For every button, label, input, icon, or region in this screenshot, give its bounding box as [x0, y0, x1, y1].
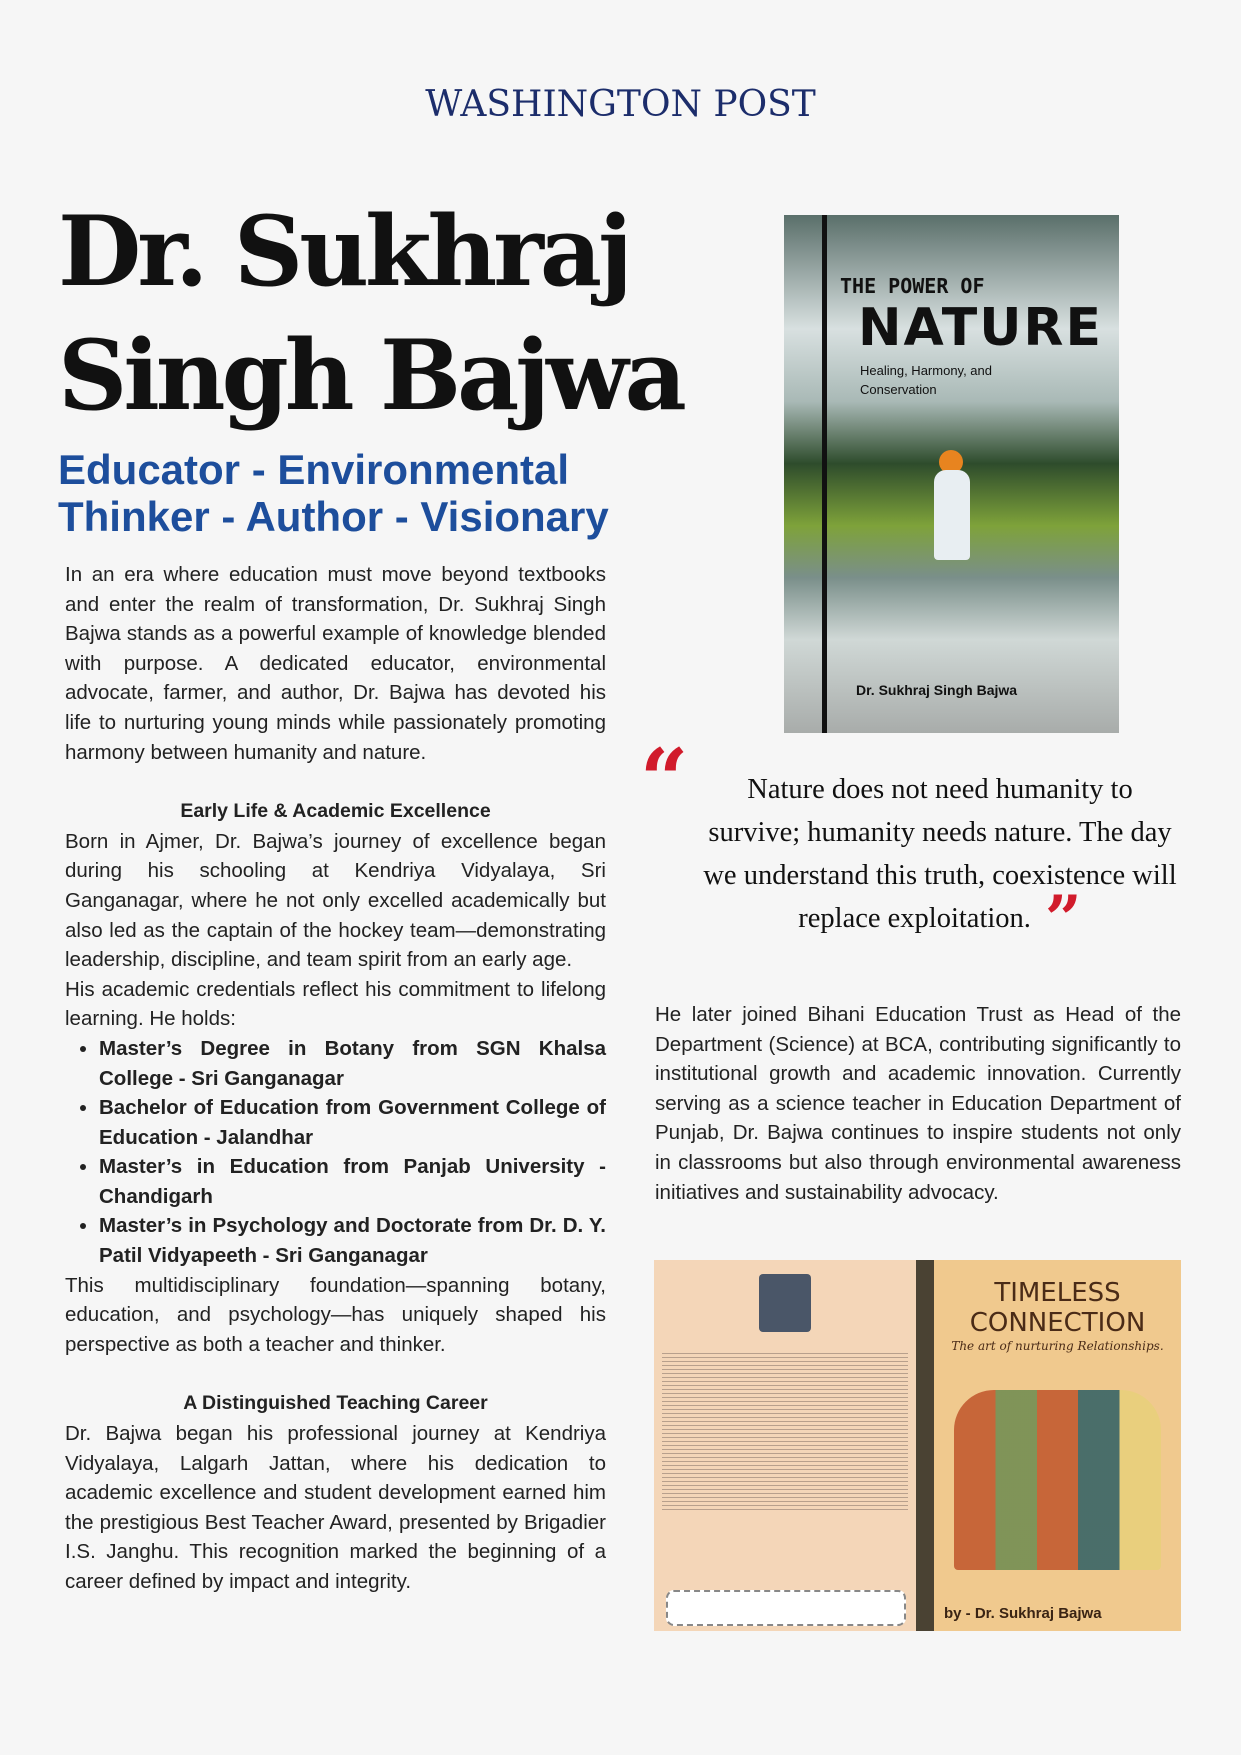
book2-title: TIMELESS CONNECTION [969, 1278, 1146, 1338]
pull-quote [700, 768, 1180, 957]
book-back-cover [654, 1260, 916, 1631]
list-item: • Master’s Degree in Botany from SGN Khalsa College - Sri Ganganagar [99, 1034, 606, 1093]
paragraph: Dr. Bajwa began his professional journey at Kendriya Vidyalaya, Lalgarh Jattan, where his dedication to academic excellence and student development earned him the prestigious Best Teacher Award, presented by Brigadier I.S. Janghu. This recognition marked the beginning of a career defined by impact and integrity. [65, 1422, 606, 1593]
degree-list [99, 1034, 606, 1271]
open-quote-icon: “ [640, 730, 689, 829]
book-cover-power-of-nature [784, 215, 1119, 733]
paragraph: His academic credentials reflect his commitment to lifelong learning. He holds: [65, 977, 606, 1031]
book2-author: by - Dr. Sukhraj Bajwa [944, 1605, 1102, 1622]
page-title [58, 190, 683, 438]
author-photo [759, 1274, 811, 1332]
subtitle: Educator - Environmental Thinker - Author - Visionary [58, 446, 609, 540]
section-heading-teaching-career: A Distinguished Teaching Career [183, 1392, 488, 1415]
book-subtitle: Healing, Harmony, and Conservation [860, 363, 992, 397]
intro-paragraph: In an era where education must move beyond textbooks and enter the realm of transformation, Dr. Sukhraj Singh Bajwa stands as a powerful example of knowledge blended with purpose. A dedicated educator, environmental advocate, farmer, and author, Dr. Bajwa has devoted his life to nurturing young minds while passionately promoting harmony between humanity and nature. [65, 563, 606, 764]
pull-quote-text: Nature does not need humanity to survive; humanity needs nature. The day we understand this truth, coexistence will replace exploitation. [703, 774, 1177, 934]
right-paragraph: He later joined Bihani Education Trust as Head of the Department (Science) at BCA, contributing significantly to institutional growth and academic innovation. Currently serving as a science teacher in Education Department of Punjab, Dr. Bajwa continues to inspire students not only in classrooms but also through environmental awareness initiatives and sustainability advocacy. [655, 1003, 1181, 1204]
book-front-cover [934, 1260, 1181, 1631]
left-column [65, 560, 606, 1597]
paragraph: Born in Ajmer, Dr. Bajwa’s journey of excellence began during his schooling at Kendriya Vidyalaya, Sri Ganganagar, where he not only excelled academically but also led as the captain of the hockey team—demonstrating leadership, discipline, and team spirit from an early age. [65, 829, 606, 972]
book-title-big: NATURE [858, 298, 1103, 358]
cover-bar [822, 215, 827, 733]
figure-body [934, 470, 970, 560]
family-illustration [954, 1390, 1161, 1570]
section-heading-early-life: Early Life & Academic Excellence [180, 800, 491, 823]
back-cover-text [662, 1350, 908, 1510]
book-spine [916, 1260, 934, 1631]
list-item: • Bachelor of Education from Government College of Education - Jalandhar [99, 1093, 606, 1152]
close-quote-icon: ” [1044, 882, 1082, 957]
list-item: • Master’s in Psychology and Doctorate from Dr. D. Y. Patil Vidyapeeth - Sri Ganganagar [99, 1211, 606, 1270]
paragraph: This multidisciplinary foundation—spanning botany, education, and psychology—has uniquely shaped his perspective as both a teacher and thinker. [65, 1273, 606, 1356]
book-cover-timeless-connection [654, 1260, 1181, 1631]
masthead-logo: WASHINGTON POST [425, 84, 816, 125]
book-title-small: THE POWER OF [840, 274, 985, 298]
title-line-2: Singh Bajwa [58, 319, 683, 432]
list-item: • Master’s in Education from Panjab University - Chandigarh [99, 1152, 606, 1211]
book-author: Dr. Sukhraj Singh Bajwa [856, 682, 1018, 698]
book2-subtitle: The art of nurturing Relationships. [951, 1339, 1164, 1353]
barcode-box [666, 1590, 906, 1626]
title-line-1: Dr. Sukhraj [58, 195, 629, 308]
